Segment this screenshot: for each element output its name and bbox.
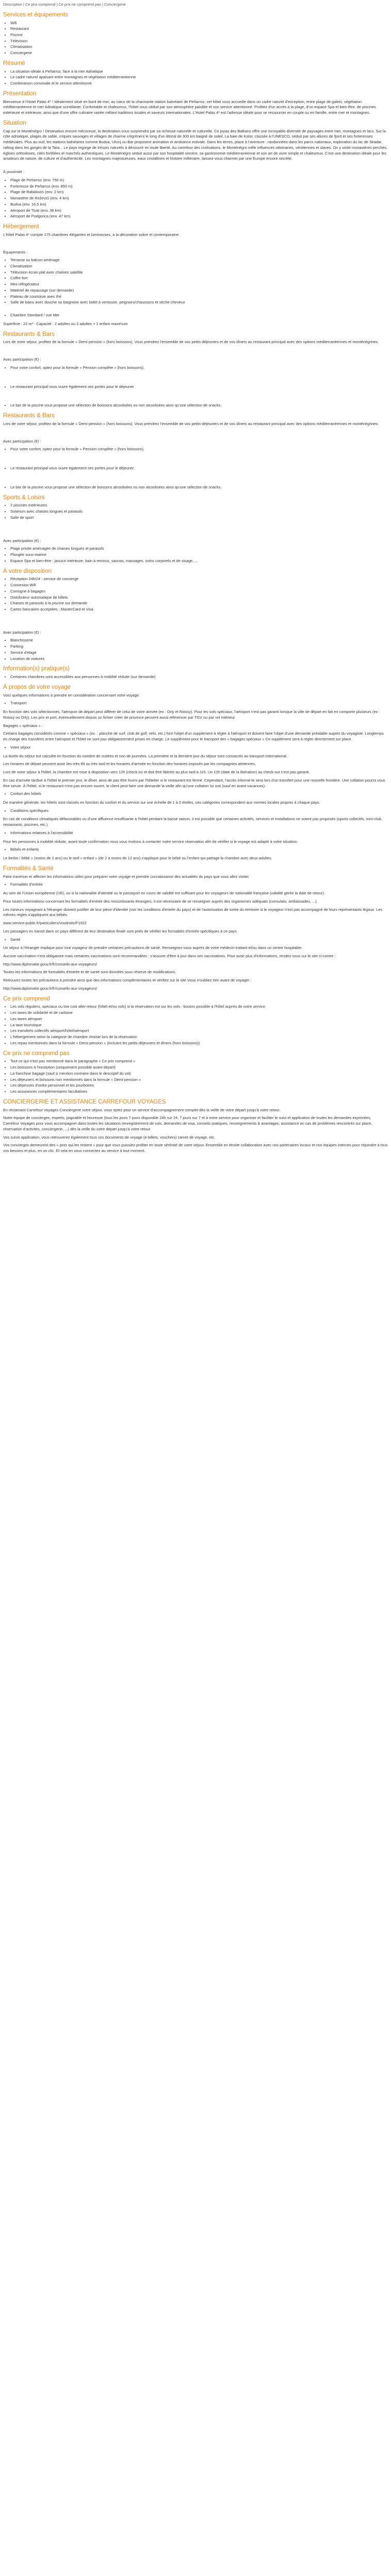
hotel-paragraph: De manière générale, les hôtels sont classés en fonction du confort et du service sur une échelle de 1 à 5 étoiles, ces catégories correspondent aux normes locales propres à chaque pays. <box>3 800 320 805</box>
list-item: • 2 piscines extérieures <box>10 503 388 509</box>
list-item: • Monastère de Reževići (env. 4 km) <box>10 196 388 201</box>
formalites-title: Formalités & Santé <box>3 865 54 872</box>
hotel-paragraph: En cas de conditions climatiques défavorables ou d'une affluence insuffisante à l'hôtel pendant la basse saison, il est possible que certaines activités, services et installations ne soient pas proposés (sports collectifs, mini-club, restaurants, piscines, etc.) <box>3 817 383 827</box>
restaurants-options-title-2: Avec participation (€) : <box>3 438 41 444</box>
hotel-subsection <box>3 847 388 853</box>
list-item: • Blanchisserie <box>10 638 388 643</box>
formalites-subsection <box>3 882 388 888</box>
list-item: • Restaurant <box>10 26 388 32</box>
list-item: • Tout ce qui n'est pas mentionné dans le paragraphe « Ce prix comprend » <box>10 1059 388 1064</box>
formalites-link[interactable]: http://www.diplomatie.gouv.fr/fr/conseils-aux-voyageurs/ <box>3 986 97 991</box>
breadcrumb-description[interactable]: Description <box>3 2 22 7</box>
restaurants-options-b3 <box>3 485 388 490</box>
hotel-subsection <box>3 831 388 836</box>
services-list <box>3 21 388 56</box>
list-item: • Télévision écran plat avec chaînes satellite <box>10 270 388 276</box>
list-item: • Les vols réguliers, spéciaux ou low cost aller-retour (hôtel et/ou vols) si la réservation est sur les vols - bouton possible à l'hôtel auprès de notre service <box>10 1004 388 1010</box>
restaurants-title-2: Restaurants & Bars <box>3 413 55 419</box>
list-item: • Le cadre naturel apaisant entre montagnes et végétation méditerranéenne <box>10 75 388 80</box>
list-item: • L'hébergement selon la catégorie de chambre choisie lors de la réservation <box>10 1035 388 1040</box>
formalites-paragraph: Toutes les informations de formalités d'entrée et de santé sont données sous réserve de modifications. <box>3 970 176 975</box>
list-item: • Les transferts collectifs aéroport/hôtel/aéroport <box>10 1028 388 1034</box>
list-item: • Les déjeuners et boissons non mentionnés dans la formule « Demi-pension » <box>10 1077 388 1083</box>
list-item: • Plage de Rafailovići (env. 2 km) <box>10 190 388 195</box>
formalites-paragraph: Faire traverser et affecter les informations utiles pour préparer votre voyage et prendre connaissance des actualités du pays que vous allez visiter. <box>3 874 250 879</box>
formalites-paragraph: Aucune vaccination n'est obligatoire mais certaines vaccinations sont recommandées : s'assurer d'être à jour dans ses vaccinations. Pour avoir plus d'informations, rendez-vous sur le site ci-contre : <box>3 954 336 958</box>
ne-comprend-pas-list <box>3 1059 388 1094</box>
voyage-title: À propos de votre voyage <box>3 684 71 690</box>
room-details: Superficie : 22 m² - Capacité : 2 adultes ou 2 adultes + 1 enfant maximum <box>3 321 128 326</box>
list-item: • Location de voitures <box>10 656 388 662</box>
list-item: • Climatisation <box>10 264 388 269</box>
conciergerie-paragraph: Vos suivis application, vous retrouverez également tous vos documents de voyage (e-billets, vouchers) carnet de voyage, etc. <box>3 1134 216 1140</box>
list-item: • Salle de bains avec douche ou baignoire avec bidet à ventouse, peignoirs/chaussons et sèche-cheveux <box>10 300 388 306</box>
hotel-title: • Votre séjour <box>10 745 388 751</box>
distances-title: À proximité : <box>3 170 25 175</box>
hotel-subsection <box>3 808 388 814</box>
list-item: • Coffre-fort <box>10 276 388 281</box>
hotel-subtitle: • Informations relatives à l'accessibilité <box>10 831 388 836</box>
room-list <box>3 313 388 318</box>
breadcrumb-separator: | <box>22 2 25 7</box>
list-item: • Combinaison conviviale et le service attentionné <box>10 81 388 87</box>
disposition-list <box>3 577 388 612</box>
list-item: • Wifi <box>10 21 388 26</box>
formalites-subsection <box>3 937 388 943</box>
sports-title: Sports & Loisirs <box>3 494 45 501</box>
list-item: • Aéroport de Podgorica (env. 47 km) <box>10 214 388 219</box>
formalites-subtitle: • Formalités d'entrée <box>10 882 388 888</box>
formalites-paragraph: Les mineurs voyageant à l'étranger doivent justifier de leur pièce d'identité (voir les conditions d'entrée du pays) et de l'autorisation de sortie du territoire si le voyageur n'est pas accompagné de leurs représentants légaux. Les mêmes règles s'appliquent aux bébés. <box>3 907 383 918</box>
voyage-intro: Voici quelques informations à prendre en considération concernant votre voyage. <box>3 692 140 698</box>
sports-options-title: Avec participation (€) : <box>3 538 41 543</box>
hotel-subtitle: • Confort des hôtels <box>10 791 388 797</box>
comprend-title: Ce prix comprend <box>3 995 50 1002</box>
list-item: • Solarium avec chaises longues et parasols <box>10 509 388 515</box>
disposition-options <box>3 638 388 662</box>
conciergerie-paragraph: Vos concierges demeurent des « pros qui les restent » pour que vous puissiez profiter en toute sérénité de votre séjour. Ensemble en étroite collaboration avec nos partenaires locaux et nos équipes internes pour répondre à tous vos besoins et plus, en un clic. Et cela en vous connectez au service à tout moment. <box>3 1143 388 1154</box>
formalites-paragraph: Au sein de l'Union européenne (UE), ou si la nationalité d'identité ou le passeport en cours de validité est suffisant pour les voyageurs de nationalité française (validité gérée la date de retour). <box>3 891 325 896</box>
hotel-subsection <box>3 791 388 797</box>
resume-list <box>3 69 388 87</box>
list-item: • Plage privée aménagée de chaises longues et parasols <box>10 546 388 552</box>
list-item: • Piscine <box>10 32 388 38</box>
restaurants-options-title: Avec participation (€) : <box>3 357 41 362</box>
conciergerie-paragraph: Notre équipe de concierges, experts, joignable et heureuse (tous les jours 7 jours disponible 24h sur 24, 7 jours sur 7 et à votre service pour organiser et faciliter le suivi et application de toutes les demandes exprimées, Carrefour Voyages pour vous accompagner dans toutes les situations (enregistrement de vols, demandes de visa, conseils pratiques, renseignements & avantages, assistance en cas de problèmes rencontrés sur place, réservation d'activités, conciergerie, ...) dès la veille du votre départ jusqu'à votre retour. <box>3 1115 372 1131</box>
list-item: • Le restaurant principal vous ouvre également ses portes pour le déjeuner. <box>10 384 388 390</box>
room-caption: • Chambre Standard / vue Mer <box>10 313 388 318</box>
restaurants-options <box>3 365 388 371</box>
disposition-title: À votre disposition <box>3 568 52 574</box>
breadcrumb <box>3 2 388 8</box>
list-item: • Les boissons à l'exception (uniquement possible avant départ) <box>10 1065 388 1071</box>
conciergerie-title: CONCIERGERIE ET ASSISTANCE CARREFOUR VOYAGES <box>3 1098 166 1105</box>
transport-paragraph: En fonction des vols sélectionnés, l'aéroport de départ peut différer de celui de votre arrivée (ex : Orly et Roissy). Pour les vols spéciaux, l'aéroport n'est pas garanti lorsque la ville de départ en fait en comporte plusieurs (ex : Roissy ou Orly). Les prix et port, éventuellement depuis un fichier créer de province peuvent aussi référencer par TGV ou par vol intérieur. <box>3 709 380 720</box>
formalites-paragraph: Un séjour à l'étranger implique pour tout voyageur de prendre certaines précautions de santé. Renseignez-vous auprès de votre médecin traitant et/ou dans un centre hospitalier. <box>3 945 303 951</box>
list-item: • La situation idéale à Peñarroz, face à la mer Adriatique <box>10 69 388 75</box>
sports-options <box>3 546 388 564</box>
breadcrumb-ce-prix-comprend[interactable]: Ce prix comprend <box>25 2 56 7</box>
list-item: • Terrasse ou balcon aménagé <box>10 258 388 263</box>
formalites-paragraph: Pour toutes informations concernant les formalités d'entrée des ressortissants étrangers, il est nécessaire de se renseigner auprès des organismes adéquats (consulats, ambassades, ...). <box>3 899 318 904</box>
list-item: • Les dépenses d'ordre personnel et les pourboires <box>10 1083 388 1089</box>
restaurants-paragraph: Lors de votre séjour, profitez de la formule « Demi-pension » (hors boissons). Vous prendrez l'ensemble de vos petits-déjeuners et de vos dîners au restaurant principal avec des options méditerranéennes et monténégrines. <box>3 340 379 345</box>
list-item: • Le bar de la piscine vous propose une sélection de boissons alcoolisées ou non alcoolisées ainsi qu'une sélection de snacks. <box>10 485 388 490</box>
sports-list <box>3 503 388 520</box>
restaurants-title: Restaurants & Bars <box>3 331 55 337</box>
voyage-hotel <box>3 745 388 751</box>
hotel-subtitle: • Bébés et enfants <box>10 847 388 853</box>
list-item: • La taxe touristique <box>10 1023 388 1028</box>
breadcrumb-separator: | <box>55 2 59 7</box>
ne-comprend-pas-title: Ce prix ne comprend pas <box>3 1050 70 1057</box>
list-item: • Les taxes de solidarité et de carbone <box>10 1010 388 1016</box>
restaurants-options-2 <box>3 384 388 390</box>
list-item: • Aéroport de Tivat (env. 38 km) <box>10 208 388 214</box>
list-item: • Matériel de repassage (sur demande) <box>10 288 388 294</box>
restaurants-options-b1 <box>3 447 388 452</box>
list-item: • Pour votre confort, optez pour la formule « Pension complète » (hors boissons). <box>10 365 388 371</box>
voyage-transport <box>3 701 388 706</box>
hebergement-paragraph: L'hôtel Palas 4* compte 175 chambres élégantes et lumineuses, à la décoration sobre et contemporaine. <box>3 232 180 237</box>
formalites-link[interactable]: www.service-public.fr/particuliers/vosdroits/F1922 <box>3 921 87 926</box>
list-item: • Les assurances complémentaires facultatives <box>10 1089 388 1095</box>
list-item: • Pour votre confort, optez pour la formule « Pension complète » (hors boissons). <box>10 447 388 452</box>
list-item: • Certaines chambres sont accessibles aux personnes à mobilité réduite (sur demande) <box>10 674 388 680</box>
disposition-options-title: Avec participation (€) : <box>3 630 41 635</box>
hotel-paragraph: Le berbe / bébé » (moins de 2 ans) ou le tarif « enfant » (de 2 à moins de 12 ans) s'applique pour le bébé ou l'enfant qui partage la chambre avec deux adultes. <box>3 856 272 861</box>
list-item: • Salle de sport <box>10 515 388 521</box>
list-item: • Télévision <box>10 39 388 44</box>
hotel-paragraph: Les horaires de départ peuvent avoir lieu très tôt ou très tard et les horaires d'arrivée en fonction des horaires imposés par les compagnies aériennes. <box>3 761 256 767</box>
list-item: • Budva (env. 16,5 km) <box>10 202 388 208</box>
list-item: • La franchise bagage (sauf si mention contraire dans le descriptif du vol) <box>10 1071 388 1077</box>
hotel-subtitle: • Conditions spécifiques <box>10 808 388 814</box>
list-item: • Plage de Peñarroz (env. 750 m) <box>10 178 388 183</box>
info-pratique-title: Information(s) pratique(s) <box>3 666 70 672</box>
services-title: Services et équipements <box>3 11 68 18</box>
list-item: • Le restaurant principal vous ouvre également ses portes pour le déjeuner. <box>10 466 388 471</box>
list-item: • Consigne à bagages <box>10 589 388 595</box>
comprend-list <box>3 1004 388 1046</box>
transport-paragraph: Certains bagages considérés comme « spéciaux » (ex. : planche de surf, club de golf, vélo, etc.) font l'objet d'un supplément à régler à l'aéroport et doivent faire l'objet d'une demande préalable auprès du voyagiste. Longtemps en charge des transferts entre l'aéroport et l'hôtel ne sont pas obligatoirement prises en charge. Le supplément pour le transport des « bagages spéciaux » Ce supplément sera à régler directement sur place. <box>3 731 384 742</box>
hotel-paragraph: En cas d'arrivée tardive à l'hôtel le premier jour, le dîner, ainsi de pas être fourni par l'hôtelier si le restaurant est fermé. Cependant, l'accès informé-le sera lors d'un transfert pour une nouvelle frontière. Une collation pourra vous être servie. À l'hôtel, si le restaurant n'est pas encore ouvert, le client peut faire une demande la veille afin qu'une collation lui soit (sauf en avant-vacances). <box>3 777 385 788</box>
breadcrumb-separator: | <box>101 2 104 7</box>
list-item: • Parking <box>10 644 388 650</box>
list-item: • Le bar de la piscine vous propose une sélection de boissons alcoolisées ou non alcoolisées ainsi qu'une sélection de snacks. <box>10 403 388 409</box>
presentation-title: Présentation <box>3 90 37 97</box>
list-item: • Espace Spa et bien-être : jacuzzi intérieure, bain à remous, saunas, massages, soins corporels et de visage, ... <box>10 558 388 564</box>
situation-title: Situation <box>3 120 26 126</box>
hotel-paragraph: La durée du séjour est calculée en fonction du nombre de nuitées et non de journées. La première et la dernière jour du séjour sont consacrés au transport international. <box>3 753 287 758</box>
list-item: • Réception 24h/24 - service de concierge <box>10 577 388 582</box>
list-item: • Chaises et parasols à la piscine sur demande <box>10 601 388 606</box>
list-item: • Les taxes aéroport <box>10 1016 388 1022</box>
hebergement-title: Hébergement <box>3 224 39 230</box>
list-item: • Distributeur automatique de billets <box>10 595 388 601</box>
conciergerie-paragraph: En réclamant Carrefour Voyages Conciergerie votre séjour, vous optez pour un service d'accompagnement complet dès la veille de votre départ jusqu'à votre retour. <box>3 1107 281 1112</box>
breadcrumb-ce-prix-ne-comprend-pas[interactable]: Ce prix ne comprend pas <box>58 2 101 7</box>
page <box>0 0 391 1159</box>
formalites-paragraph: Les passagers en transit dans un pays différent de leur destination finale sont priés de vérifier les formalités d'entrée spécifiques à ce pays. <box>3 928 238 934</box>
formalites-subtitle: • Santé <box>10 937 388 943</box>
list-item: • Connexion Wifi <box>10 583 388 588</box>
list-item: • Les repas mentionnés dans la formule « Demi-pension » (incluant les petits-déjeuners et dîners (hors boissons)) <box>10 1041 388 1046</box>
equipments-list <box>3 258 388 306</box>
distances-list <box>3 178 388 219</box>
list-item: • Cartes bancaires acceptées : MasterCard et Visa <box>10 607 388 613</box>
transport-paragraph: Bagages « spéciaux » : <box>3 723 43 728</box>
list-item: • Conciergerie <box>10 50 388 56</box>
equipments-title: Équipements : <box>3 249 28 255</box>
restaurants-options-b2 <box>3 466 388 471</box>
resume-title: Résumé <box>3 60 25 66</box>
hotel-paragraph: Pour les personnes à mobilité réduite, avant toute confirmation nous vous invitons à contacter notre service réservation afin de vérifier si le voyage est adapté à votre situation. <box>3 839 298 844</box>
list-item: • Climatisation <box>10 44 388 50</box>
restaurants-options-3 <box>3 403 388 409</box>
transport-title: • Transport <box>10 701 388 706</box>
list-item: • Plongée sous-marine <box>10 552 388 558</box>
list-item: • Plateau de courtoisie avec thé <box>10 294 388 300</box>
breadcrumb-conciergerie[interactable]: Conciergerie <box>104 2 126 7</box>
formalites-paragraph: Retrouvez toutes les précautions à prendre ainsi que des informations complémentaires et vérifiez sur le site Vous n'oubliez rien avant de voyager : <box>3 978 252 983</box>
info-pratique-list <box>3 674 388 680</box>
formalites-link[interactable]: http://www.diplomatie.gouv.fr/fr/conseils-aux-voyageurs/ <box>3 961 97 967</box>
restaurants-paragraph-2: Lors de votre séjour, profitez de la formule « Demi-pension » (hors boissons). Vous prendrez l'ensemble de vos petits-déjeuners et de vos dîners au restaurant principal avec des options méditerranéennes et monténégrines. <box>3 421 379 426</box>
presentation-paragraph: Bienvenue à l'Hotel Palas 4* ! Idéalement situé en bord de mer, au cœur de la charmante station balnéaire de Peñarroz, cet hôtel vous accueille dans un cadre naturel d'exception, entre plage de galets, végétation méditerranéenne et mer Adriatique scintillante. Confortable et chaleureux, l'hôtel vous séduit par son atmosphère paisible et son service attentionné. Profitez d'un accès à la plage, d'un espace Spa et bien-être, de piscines extérieure et intérieure, ainsi que d'une offre culinaire variée mêlant traditions locales et saveurs internationales. L'Hotel Palas 4* est l'adresse idéale pour se ressourcer en couple ou en famille, entre mer et montagnes. <box>3 99 376 115</box>
situation-paragraph: Cap sur le Monténégro ! Destination encore méconnue, la destination vous surprendra par sa richesse naturelle et culturelle. Ce joyau des Balkans offre une incroyable diversité de paysages entre mer, montagnes et lacs. Sur la côte adriatique, plages de sable, criques sauvages et villages de charme s'égrènent le long d'un littoral de 300 km baigné de soleil. La baie de Kotor, classée à l'UNESCO, séduit par ses allures de fjord et ses forteresses médiévales. Plus au sud, les stations balnéaires comme Budva, Ulcinj ou Bar proposent animation et ambiance estivale. Dans les terres, place à l'aventure : randonnées dans les parcs nationaux, exploration du lac de Skadar, rafting dans les gorges de la Tara... Le pays regorge de trésors naturels à découvrir en toute liberté. Au carrefour des civilisations, le Monténégro mêle influences ottomanes, vénitiennes et slaves. On y visite monastères perchés, églises orthodoxes, cités fortifiées et marchés authentiques. Le Monténégro séduit aussi par son hospitalité sincère, sa gastronomie méditerranéenne et son art de vivre simple et chaleureux. C'est une destination idéale pour les amateurs de nature, de culture et d'authenticité. Les montagnes majestueuses, eaux cristallines et histoire millénaire, laissez-vous charmer par une Europe encore secrète. <box>3 128 388 161</box>
hotel-paragraph: Lors de votre séjour à l'hôtel, la chambre est mise à disposition vers 12h (check-in) et doit être libérée au plus tard à 11h. Un 12h (date de la libération) au check-out n'est pas garanti. <box>3 770 310 775</box>
list-item: • Service d'étage <box>10 650 388 656</box>
list-item: • Forteresse de Peñarroz (env. 850 m) <box>10 184 388 190</box>
list-item: • Mini-réfrigérateur <box>10 282 388 287</box>
